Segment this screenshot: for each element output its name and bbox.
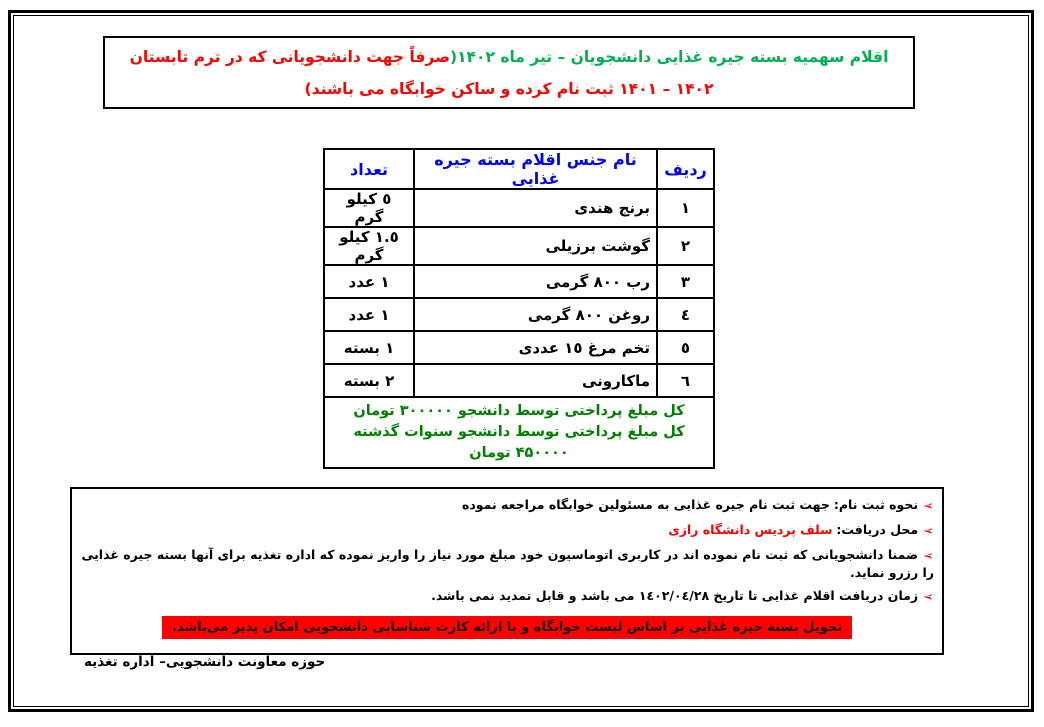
notes-box <box>70 487 944 670</box>
note-text: جهت ثبت نام جیره غذایی به مسئولین خوابگاه مراجعه نموده <box>461 497 830 512</box>
document-title-box <box>103 36 915 109</box>
item-quantity: ٢ بسته <box>324 364 414 397</box>
item-quantity: ١ بسته <box>324 331 414 364</box>
department-signature: حوزه معاونت دانشجویی– اداره تغذیه <box>84 654 326 670</box>
row-number: ۳ <box>657 265 714 298</box>
column-header-item-name: نام جنس اقلام بسته جیره غذایی <box>414 149 657 189</box>
item-name: تخم مرغ ١٥ عددی <box>414 331 657 364</box>
note-deadline <box>80 588 934 606</box>
arrow-bullet-icon: ➢ <box>923 549 934 564</box>
item-name: روغن ٨٠٠ گرمی <box>414 298 657 331</box>
row-number: ٤ <box>657 298 714 331</box>
table-row <box>324 189 714 227</box>
total-paid-current: کل مبلغ پرداختی توسط دانشجو ۳۰۰۰۰۰ تومان <box>353 403 685 419</box>
note-pickup-location <box>80 522 934 540</box>
note-registration-method <box>80 497 934 515</box>
food-items-table <box>323 148 715 469</box>
item-name: ماکارونی <box>414 364 657 397</box>
note-payment-instruction <box>80 547 934 581</box>
totals-cell <box>324 397 714 468</box>
arrow-bullet-icon: ➢ <box>923 499 934 514</box>
note-label: نحوه ثبت نام: <box>833 497 919 512</box>
item-quantity: ١ عدد <box>324 265 414 298</box>
column-header-quantity: تعداد <box>324 149 414 189</box>
item-name: برنج هندی <box>414 189 657 227</box>
note-text: سلف پردیس دانشگاه رازی <box>668 522 833 537</box>
delivery-highlight-note: تحویل بسته جیره غذایی بر اساس لیست خوابگاه و با ارائه کارت شناسایی دانشجویی امکان پذیر می‌باشد. <box>162 616 852 639</box>
row-number: ۱ <box>657 189 714 227</box>
item-quantity: ١ عدد <box>324 298 414 331</box>
table-totals-row <box>324 397 714 468</box>
document-title <box>119 41 899 105</box>
table-header <box>324 149 714 189</box>
total-paid-previous-years: کل مبلغ پرداختی توسط دانشجو سنوات گذشته ۴۵۰۰۰۰ تومان <box>353 424 685 461</box>
table-row <box>324 265 714 298</box>
item-name: رب ٨٠٠ گرمی <box>414 265 657 298</box>
row-number: ٥ <box>657 331 714 364</box>
arrow-bullet-icon: ➢ <box>923 524 934 539</box>
table-row <box>324 227 714 265</box>
item-name: گوشت برزیلی <box>414 227 657 265</box>
table-row <box>324 364 714 397</box>
table-row <box>324 298 714 331</box>
note-label: محل دریافت: <box>836 522 919 537</box>
row-number: ۲ <box>657 227 714 265</box>
item-quantity: ٥ کیلو گرم <box>324 189 414 227</box>
highlight-row <box>80 616 934 639</box>
column-header-row-no: ردیف <box>657 149 714 189</box>
arrow-bullet-icon: ➢ <box>923 590 934 605</box>
note-text: ضمنا دانشجویانی که ثبت نام نموده اند در کاربری اتوماسیون خود مبلغ مورد نیاز را واریز نموده که اداره تغذیه برای آنها بسته جیره غذایی را رزرو نماید. <box>81 547 934 580</box>
item-quantity: ١.٥ کیلو گرم <box>324 227 414 265</box>
title-green-segment: اقلام سهمیه بسته جیره غذایی دانشجویان – تیر ماه ۱۴۰۲( <box>450 47 889 66</box>
table-row <box>324 331 714 364</box>
row-number: ٦ <box>657 364 714 397</box>
table-header-row <box>324 149 714 189</box>
title-red-segment: صرفاً جهت دانشجویانی که در ترم تابستان ۱۴۰۲ – ۱۴۰۱ ثبت نام کرده و ساکن خوابگاه می باشند) <box>129 47 714 98</box>
note-text: زمان دریافت اقلام غذایی تا تاریخ ١٤٠٢/٠٤/٢٨ می باشد و قابل تمدید نمی باشد. <box>431 588 919 603</box>
